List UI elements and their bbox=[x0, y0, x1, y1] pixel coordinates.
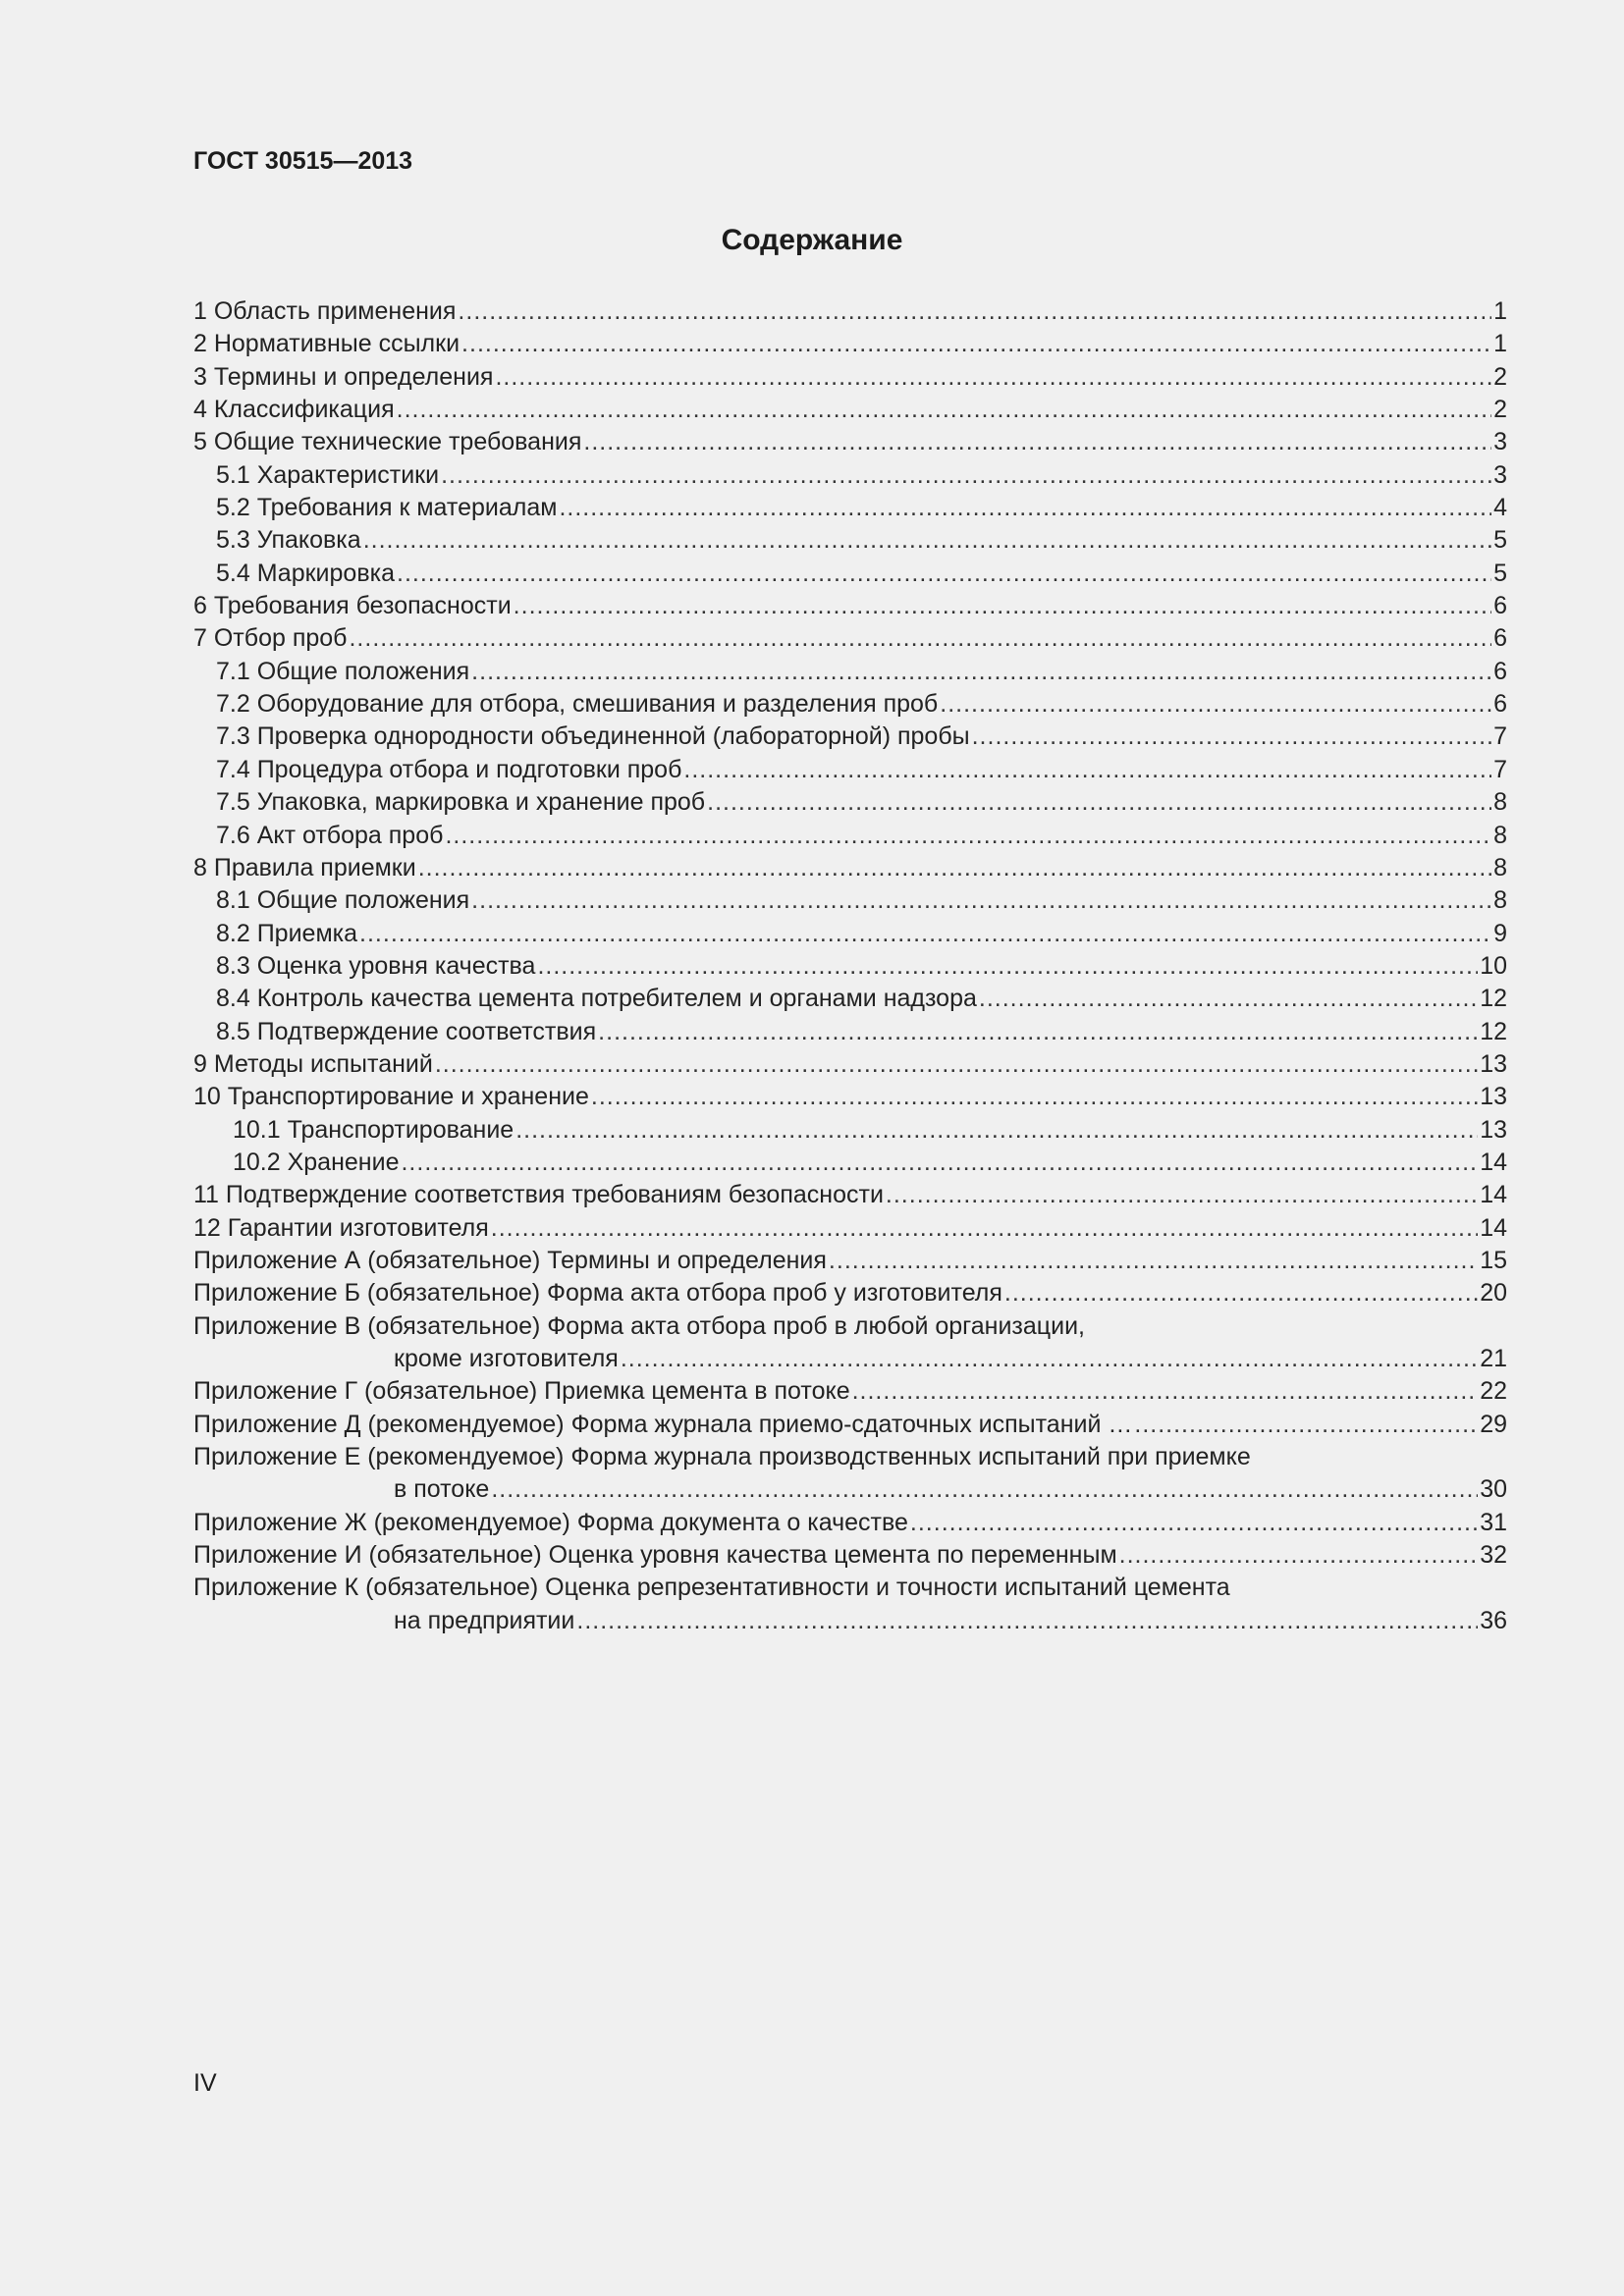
dot-leader bbox=[621, 1343, 1478, 1375]
dot-leader bbox=[707, 786, 1491, 819]
toc-entry-page: 1 bbox=[1493, 330, 1507, 358]
toc-entry-page: 36 bbox=[1480, 1606, 1507, 1634]
toc-entry bbox=[193, 558, 1507, 590]
dot-leader bbox=[1004, 1277, 1478, 1309]
toc-entry-page: 14 bbox=[1480, 1213, 1507, 1242]
dot-leader bbox=[515, 1114, 1478, 1147]
dot-leader bbox=[435, 1048, 1478, 1081]
toc-entry-label: 6 Требования безопасности bbox=[193, 592, 512, 620]
toc-entry-page: 12 bbox=[1480, 1017, 1507, 1045]
toc-entry-label: 1 Область применения bbox=[193, 297, 457, 325]
toc-entry-label: Приложение В (обязательное) Форма акта отбора проб в любой организации, bbox=[193, 1311, 1085, 1340]
toc-entry-label: 5 Общие технические требования bbox=[193, 428, 582, 456]
toc-entry-label-continuation: на предприятии bbox=[394, 1606, 575, 1634]
dot-leader bbox=[441, 459, 1491, 492]
toc-entry-label: 5.3 Упаковка bbox=[216, 526, 361, 555]
toc-entry bbox=[193, 656, 1507, 688]
toc-entry bbox=[193, 754, 1507, 786]
toc-entry bbox=[193, 721, 1507, 753]
dot-leader bbox=[683, 754, 1491, 786]
toc-entry-page: 4 bbox=[1493, 494, 1507, 522]
toc-entry bbox=[193, 622, 1507, 655]
toc-entry-page: 9 bbox=[1493, 919, 1507, 947]
toc-entry bbox=[193, 1114, 1507, 1147]
toc-entry-continuation bbox=[193, 1343, 1507, 1375]
toc-entry-page: 12 bbox=[1480, 985, 1507, 1013]
dot-leader bbox=[886, 1179, 1478, 1211]
toc-entry-label: Приложение Г (обязательное) Приемка цемента в потоке bbox=[193, 1377, 850, 1406]
dot-leader bbox=[461, 328, 1491, 360]
toc-entry-page: 7 bbox=[1493, 755, 1507, 783]
toc-entry-label: 8.4 Контроль качества цемента потребителем и органами надзора bbox=[216, 985, 977, 1013]
toc-entry-page: 21 bbox=[1480, 1345, 1507, 1372]
toc-entry bbox=[193, 1310, 1507, 1343]
toc-entry-page: 32 bbox=[1480, 1541, 1507, 1570]
toc-entry-label: 3 Термины и определения bbox=[193, 362, 494, 391]
toc-entry-page: 7 bbox=[1493, 722, 1507, 751]
toc-entry-page: 8 bbox=[1493, 853, 1507, 881]
toc-entry-page: 3 bbox=[1493, 428, 1507, 456]
toc-entry-label: 7 Отбор проб bbox=[193, 624, 348, 653]
document-header: ГОСТ 30515—2013 bbox=[193, 147, 413, 175]
toc-entry bbox=[193, 1507, 1507, 1539]
toc-entry bbox=[193, 1048, 1507, 1081]
dot-leader bbox=[363, 524, 1491, 557]
dot-leader bbox=[471, 884, 1491, 917]
toc-entry bbox=[193, 852, 1507, 884]
dot-leader bbox=[598, 1016, 1478, 1048]
toc-entry-page: 20 bbox=[1480, 1279, 1507, 1308]
toc-entry bbox=[193, 918, 1507, 950]
toc-entry-label: 7.5 Упаковка, маркировка и хранение проб bbox=[216, 788, 706, 817]
toc-entry-label: 9 Методы испытаний bbox=[193, 1049, 433, 1078]
toc-entry-label: Приложение А (обязательное) Термины и определения bbox=[193, 1246, 827, 1274]
dot-leader bbox=[910, 1507, 1478, 1539]
toc-entry-page: 14 bbox=[1480, 1148, 1507, 1176]
toc-entry-label: 10 Транспортирование и хранение bbox=[193, 1083, 589, 1111]
dot-leader bbox=[514, 590, 1491, 622]
toc-entry-page: 22 bbox=[1480, 1377, 1507, 1406]
toc-entry-label: 8.2 Приемка bbox=[216, 919, 358, 947]
toc-entry-label: Приложение И (обязательное) Оценка уровня качества цемента по переменным bbox=[193, 1541, 1117, 1570]
toc-entry bbox=[193, 1539, 1507, 1572]
toc-entry-label: 5.2 Требования к материалам bbox=[216, 494, 558, 522]
toc-entry bbox=[193, 328, 1507, 360]
toc-entry-continuation bbox=[193, 1473, 1507, 1506]
toc-entry-label: 8.5 Подтверждение соответствия bbox=[216, 1017, 597, 1045]
toc-entry-label: 4 Классификация bbox=[193, 396, 395, 424]
toc-entry bbox=[193, 426, 1507, 458]
toc-entry-page: 8 bbox=[1493, 788, 1507, 817]
table-of-contents bbox=[193, 295, 1507, 1637]
toc-entry-page: 31 bbox=[1480, 1508, 1507, 1536]
toc-entry bbox=[193, 1081, 1507, 1113]
dot-leader bbox=[972, 721, 1491, 753]
dot-leader bbox=[1134, 1409, 1478, 1441]
dot-leader bbox=[852, 1375, 1479, 1408]
toc-entry bbox=[193, 950, 1507, 983]
toc-entry-continuation bbox=[193, 1605, 1507, 1637]
toc-entry-page: 13 bbox=[1480, 1049, 1507, 1078]
dot-leader bbox=[1119, 1539, 1479, 1572]
toc-entry-page: 6 bbox=[1493, 624, 1507, 653]
dot-leader bbox=[491, 1212, 1478, 1245]
toc-entry-page: 30 bbox=[1480, 1475, 1507, 1504]
toc-entry bbox=[193, 820, 1507, 852]
toc-entry bbox=[193, 983, 1507, 1015]
toc-entry-label: Приложение Б (обязательное) Форма акта отбора проб у изготовителя bbox=[193, 1279, 1002, 1308]
toc-entry bbox=[193, 1179, 1507, 1211]
toc-entry bbox=[193, 295, 1507, 328]
toc-entry-page: 5 bbox=[1493, 526, 1507, 555]
dot-leader bbox=[401, 1147, 1478, 1179]
dot-leader bbox=[829, 1245, 1478, 1277]
toc-entry-page: 10 bbox=[1480, 951, 1507, 980]
page-title: Содержание bbox=[721, 224, 903, 256]
toc-entry bbox=[193, 361, 1507, 394]
toc-entry bbox=[193, 1409, 1507, 1441]
dot-leader bbox=[583, 426, 1491, 458]
dot-leader bbox=[576, 1605, 1478, 1637]
dot-leader bbox=[349, 622, 1491, 655]
toc-entry bbox=[193, 492, 1507, 524]
toc-entry bbox=[193, 1016, 1507, 1048]
toc-entry bbox=[193, 394, 1507, 426]
toc-entry-page: 6 bbox=[1493, 690, 1507, 719]
toc-entry-label: 8.1 Общие положения bbox=[216, 886, 470, 915]
dot-leader bbox=[359, 918, 1491, 950]
toc-entry bbox=[193, 884, 1507, 917]
toc-entry-page: 29 bbox=[1480, 1410, 1507, 1438]
toc-entry-page: 1 bbox=[1493, 297, 1507, 325]
toc-entry-label: 5.1 Характеристики bbox=[216, 460, 440, 489]
toc-entry-label: 7.2 Оборудование для отбора, смешивания и разделения проб bbox=[216, 690, 939, 719]
toc-entry bbox=[193, 1375, 1507, 1408]
dot-leader bbox=[559, 492, 1491, 524]
toc-entry-page: 13 bbox=[1480, 1083, 1507, 1111]
toc-entry-label: 5.4 Маркировка bbox=[216, 559, 395, 587]
toc-entry bbox=[193, 1277, 1507, 1309]
toc-entry-label: Приложение Д (рекомендуемое) Форма журнала приемо-сдаточных испытаний … bbox=[193, 1410, 1133, 1438]
toc-entry bbox=[193, 786, 1507, 819]
toc-entry-label: 11 Подтверждение соответствия требованиям безопасности bbox=[193, 1181, 884, 1209]
toc-entry-page: 3 bbox=[1493, 460, 1507, 489]
toc-entry-label: 7.3 Проверка однородности объединенной (лабораторной) пробы bbox=[216, 722, 970, 751]
dot-leader bbox=[397, 558, 1491, 590]
dot-leader bbox=[495, 361, 1491, 394]
toc-entry bbox=[193, 590, 1507, 622]
toc-entry bbox=[193, 688, 1507, 721]
toc-entry-page: 5 bbox=[1493, 559, 1507, 587]
dot-leader bbox=[491, 1473, 1478, 1506]
page-number: IV bbox=[193, 2069, 217, 2097]
dot-leader bbox=[397, 394, 1491, 426]
dot-leader bbox=[418, 852, 1491, 884]
toc-entry bbox=[193, 459, 1507, 492]
toc-entry-page: 13 bbox=[1480, 1115, 1507, 1144]
toc-entry-page: 2 bbox=[1493, 396, 1507, 424]
toc-entry-label-continuation: кроме изготовителя bbox=[394, 1345, 619, 1372]
toc-entry-label: 12 Гарантии изготовителя bbox=[193, 1213, 489, 1242]
toc-entry bbox=[193, 1572, 1507, 1604]
toc-entry-label: 10.1 Транспортирование bbox=[233, 1115, 514, 1144]
dot-leader bbox=[591, 1081, 1478, 1113]
dot-leader bbox=[445, 820, 1491, 852]
toc-entry-label: Приложение Е (рекомендуемое) Форма журнала производственных испытаний при приемке bbox=[193, 1443, 1251, 1471]
toc-entry-label: 2 Нормативные ссылки bbox=[193, 330, 460, 358]
toc-entry-page: 8 bbox=[1493, 821, 1507, 849]
toc-entry-label: 7.1 Общие положения bbox=[216, 657, 470, 685]
toc-entry-page: 15 bbox=[1480, 1246, 1507, 1274]
toc-entry-label: 8 Правила приемки bbox=[193, 853, 416, 881]
dot-leader bbox=[940, 688, 1491, 721]
dot-leader bbox=[537, 950, 1478, 983]
toc-entry-page: 14 bbox=[1480, 1181, 1507, 1209]
toc-entry bbox=[193, 524, 1507, 557]
toc-entry-page: 6 bbox=[1493, 592, 1507, 620]
toc-entry-label: 10.2 Хранение bbox=[233, 1148, 400, 1176]
toc-entry-page: 2 bbox=[1493, 362, 1507, 391]
toc-entry-page: 6 bbox=[1493, 657, 1507, 685]
toc-entry-page: 8 bbox=[1493, 886, 1507, 915]
toc-entry-label: Приложение К (обязательное) Оценка репрезентативности и точности испытаний цемента bbox=[193, 1574, 1230, 1602]
dot-leader bbox=[471, 656, 1491, 688]
dot-leader bbox=[458, 295, 1491, 328]
toc-entry-label-continuation: в потоке bbox=[394, 1475, 490, 1504]
toc-entry-label: 8.3 Оценка уровня качества bbox=[216, 951, 536, 980]
toc-entry bbox=[193, 1147, 1507, 1179]
toc-entry-label: 7.6 Акт отбора проб bbox=[216, 821, 444, 849]
dot-leader bbox=[979, 983, 1478, 1015]
toc-entry bbox=[193, 1212, 1507, 1245]
toc-entry bbox=[193, 1245, 1507, 1277]
toc-entry-label: Приложение Ж (рекомендуемое) Форма документа о качестве bbox=[193, 1508, 908, 1536]
toc-entry-label: 7.4 Процедура отбора и подготовки проб bbox=[216, 755, 682, 783]
toc-entry bbox=[193, 1441, 1507, 1473]
